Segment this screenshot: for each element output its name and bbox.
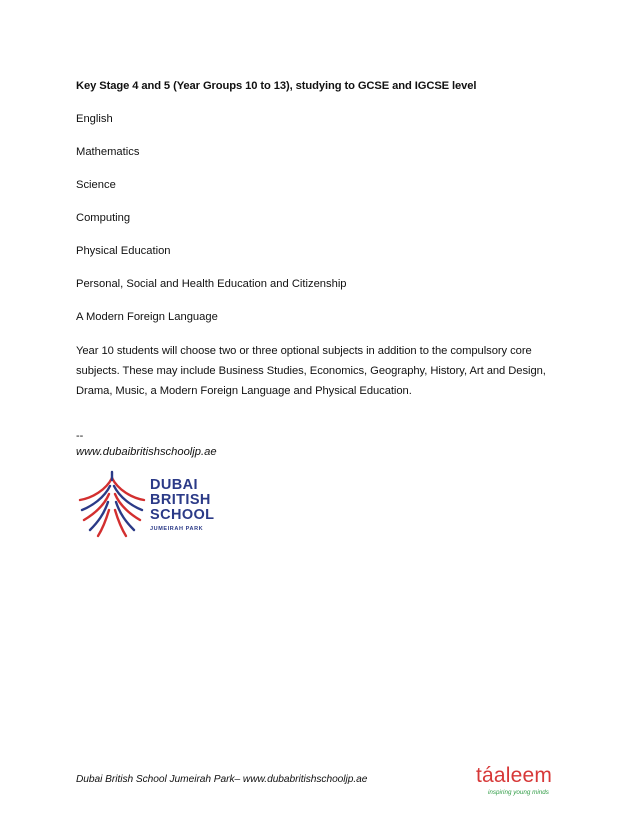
taaleem-logo xyxy=(476,764,566,804)
school-logo xyxy=(76,466,226,540)
subject-item-modern-foreign-language: A Modern Foreign Language xyxy=(76,311,218,323)
taaleem-brand-name: táaleem xyxy=(476,764,553,787)
website-link[interactable]: www.dubaibritishschooljp.ae xyxy=(76,446,217,458)
subject-item-physical-education: Physical Education xyxy=(76,245,171,257)
taaleem-tagline: inspiring young minds xyxy=(488,789,549,796)
logo-line-dubai: DUBAI xyxy=(150,477,198,493)
logo-wordmark xyxy=(150,478,214,533)
subject-item-computing: Computing xyxy=(76,212,131,224)
school-crest-icon xyxy=(76,470,148,540)
subject-item-pshe-citizenship: Personal, Social and Health Education and Citizenship xyxy=(76,278,347,290)
logo-line-british: BRITISH xyxy=(150,492,211,508)
subject-item-english: English xyxy=(76,113,113,125)
section-heading: Key Stage 4 and 5 (Year Groups 10 to 13), studying to GCSE and IGCSE level xyxy=(76,80,477,92)
signature-separator: -- xyxy=(76,430,84,442)
optional-subjects-paragraph: Year 10 students will choose two or three optional subjects in addition to the compulsory core subjects. These may include Business Studies, Economics, Geography, History, Art and Design, Drama, Music, a Modern Foreign Language and Physical Education. xyxy=(76,345,546,397)
subject-item-mathematics: Mathematics xyxy=(76,146,140,158)
logo-line-jumeirah-park: JUMEIRAH PARK xyxy=(150,526,204,532)
document-body xyxy=(76,79,566,401)
subject-item-science: Science xyxy=(76,179,116,191)
footer-text: Dubai British School Jumeirah Park– www.dubabritishschooljp.ae xyxy=(76,774,368,785)
logo-line-school: SCHOOL xyxy=(150,507,215,523)
